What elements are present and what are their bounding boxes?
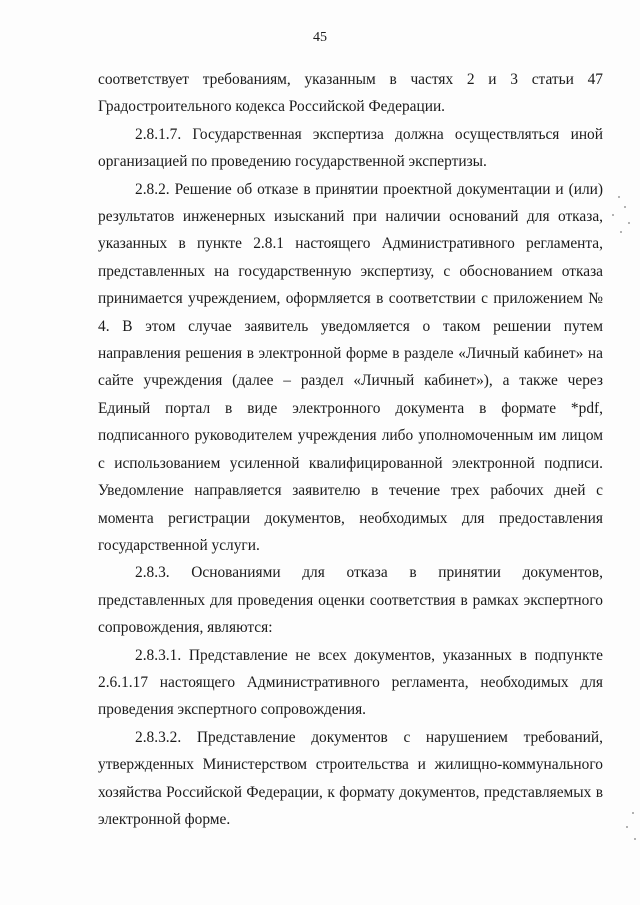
page-number: 45 (313, 30, 327, 45)
paragraph-2-8-3-1: 2.8.3.1. Представление не всех документов, указанных в подпункте 2.6.1.17 настоящего Административного регламента, необходимых для проведения экспертного сопровождения. (98, 646, 603, 719)
paragraph-2-8-3-2: 2.8.3.2. Представление документов с нарушением требований, утвержденных Министерством строительства и жилищно-коммунального хозяйства Российской Федерации, к формату документов, представляемых в электронной форме. (98, 728, 603, 828)
document-body (98, 66, 603, 833)
paragraph-2-8-1-7: 2.8.1.7. Государственная экспертиза должна осуществляться иной организацией по проведению государственной экспертизы. (98, 125, 603, 171)
paragraph-continuation-art47: соответствует требованиям, указанным в частях 2 и 3 статьи 47 Градостроительного кодекса Российской Федерации. (98, 71, 603, 116)
paragraph-2-8-2: 2.8.2. Решение об отказе в принятии проектной документации и (или) результатов инженерных изысканий при наличии оснований для отказа, указанных в пункте 2.8.1 настоящего Административного регламента, представленных на государственную экспертизу, с обоснованием отказа принимается учреждением, оформляется в соответствии с приложением № 4. В этом случае заявитель уведомляется о таком решении путем направления решения в электронной форме в разделе «Личный кабинет» на сайте учреждения (далее – раздел «Личный кабинет»), а также через Единый портал в виде электронного документа в формате *pdf, подписанного руководителем учреждения либо уполномоченным им лицом с использованием усиленной квалифицированной электронной подписи. Уведомление направляется заявителю в течение трех рабочих дней с момента регистрации документов, необходимых для предоставления государственной услуги. (98, 180, 603, 554)
paragraph-2-8-3: 2.8.3. Основаниями для отказа в принятии документов, представленных для проведения оценки соответствия в рамках экспертного сопровождения, являются: (98, 564, 603, 637)
